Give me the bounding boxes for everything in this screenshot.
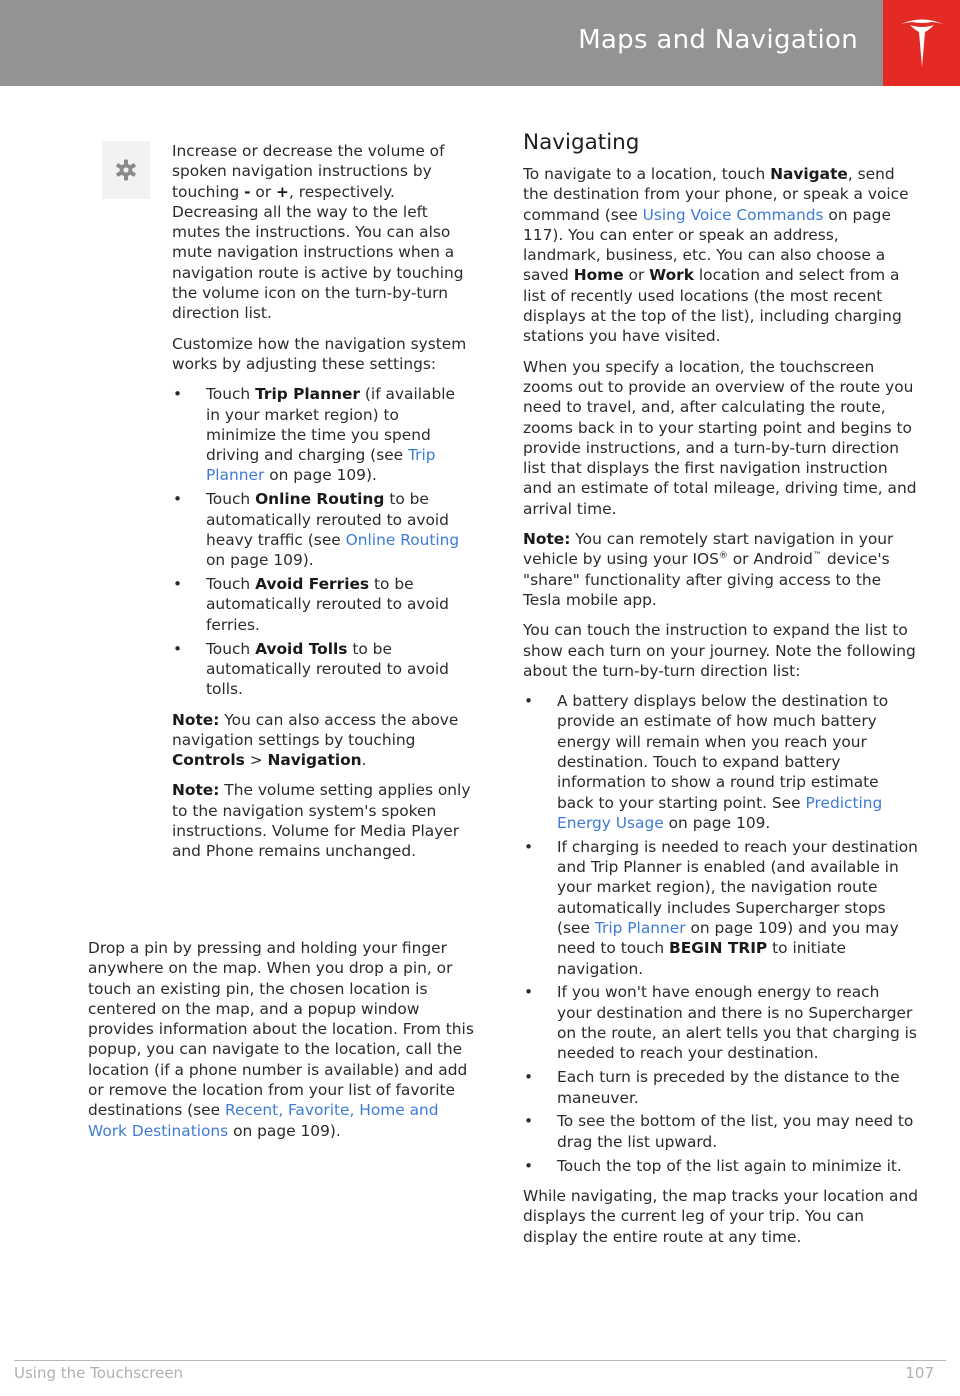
predicting-energy-link[interactable]: Predicting Energy Usage — [557, 793, 883, 832]
gear-icon — [114, 158, 138, 182]
settings-icon-box — [102, 141, 150, 199]
navigation-settings-list — [172, 384, 472, 699]
customize-paragraph: Customize how the navigation system works by adjusting these settings: — [172, 334, 467, 373]
tracking-paragraph: While navigating, the map tracks your location and displays the current leg of your trip. You can display the entire route at any time. — [523, 1186, 919, 1246]
list-item: • Touch Avoid Ferries to be automatically rerouted to avoid ferries. — [172, 574, 472, 635]
list-item: • If you won't have enough energy to reach your destination and there is no Supercharger on the route, an alert tells you that charging is needed to reach your destination. — [523, 982, 918, 1063]
page-title: Maps and Navigation — [578, 25, 858, 55]
brand-logo — [883, 0, 960, 86]
list-item: • Touch Avoid Tolls to be automatically rerouted to avoid tolls. — [172, 639, 472, 700]
footer-divider — [14, 1360, 946, 1361]
tesla-logo-icon — [899, 14, 945, 70]
volume-paragraph: Increase or decrease the volume of spoken navigation instructions by touching - or +, respectively. Decreasing all the way to the left mutes the instructions. You can also mute navigation instructions when a navigation route is active by touching the volume icon on the turn-by-turn direction list. — [172, 142, 464, 323]
note-volume: Note: The volume setting applies only to the navigation system's spoken instructions. Volume for Media Player and Phone remains unchanged. — [172, 781, 471, 861]
drop-pin-paragraph: Drop a pin by pressing and holding your finger anywhere on the map. When you drop a pin, or touch an existing pin, the chosen location is centered on the map, and a popup window provides information about the location. From this popup, you can navigate to the location, call the location (if a phone number is available) and add or remove the location from your list of favorite destinations (see Recent, Favorite, Home and Work Destinations on page 109). — [88, 939, 474, 1140]
online-routing-link[interactable]: Online Routing — [345, 530, 460, 549]
list-item: • Each turn is preceded by the distance to the maneuver. — [523, 1067, 918, 1108]
section-heading: Navigating — [523, 130, 640, 155]
drop-pin-section — [88, 938, 482, 1151]
trip-planner-link[interactable]: Trip Planner — [206, 446, 436, 485]
list-item: • Touch Online Routing to be automatically rerouted to avoid heavy traffic (see Online Routing on page 109). — [172, 489, 472, 570]
note-remote-navigation: Note: You can remotely start navigation in your vehicle by using your IOS® or Android™ device's "share" functionality after giving access to the Tesla mobile app. — [523, 530, 894, 609]
destinations-link[interactable]: Recent, Favorite, Home and Work Destinations — [88, 1101, 439, 1140]
route-overview-paragraph: When you specify a location, the touchscreen zooms out to provide an overview of the route you need to travel, and, after calculating the route, zooms back in to your starting point and begins to provide instructions, and a turn-by-turn direction list that displays the first navigation instruction and an estimate of total mileage, driving time, and arrival time. — [523, 357, 917, 518]
list-item: • If charging is needed to reach your destination and Trip Planner is enabled (and available in your market region), the navigation route automatically includes Supercharger stops (see Trip Planner on page 109) and you may need to touch BEGIN TRIP to initiate navigation. — [523, 837, 918, 979]
page-header — [0, 0, 960, 86]
turn-list-paragraph: You can touch the instruction to expand the list to show each turn on your journey. Note the following about the turn-by-turn direction list: — [523, 621, 916, 680]
note-controls: Note: You can also access the above navigation settings by touching Controls > Navigation. — [172, 710, 459, 770]
list-item: • Touch Trip Planner (if available in your market region) to minimize the time you spend driving and charging (see Trip Planner on page 109). — [172, 384, 472, 485]
navigate-paragraph: To navigate to a location, touch Navigate, send the destination from your phone, or speak a voice command (see Using Voice Commands on page 117). You can enter or speak an address, landmark, business, etc. You can also choose a saved Home or Work location and select from a list of recently used locations (the most recent displays at the top of the list), including charging stations you have visited. — [523, 165, 909, 346]
navigating-section — [523, 128, 918, 1257]
volume-settings-section — [172, 141, 472, 872]
list-item: • A battery displays below the destination to provide an estimate of how much battery energy will remain when you reach your destination. Touch to expand battery information to show a round trip estimate back to your starting point. See Predicting Energy Usage on page 109. — [523, 691, 918, 833]
list-item: • Touch the top of the list again to minimize it. — [523, 1156, 918, 1176]
trip-planner-link[interactable]: Trip Planner — [594, 918, 686, 937]
page-number: 107 — [905, 1364, 934, 1382]
list-item: • To see the bottom of the list, you may need to drag the list upward. — [523, 1111, 918, 1152]
voice-commands-link[interactable]: Using Voice Commands — [642, 205, 824, 224]
turn-list-notes — [523, 691, 918, 1176]
footer-section: Using the Touchscreen — [14, 1364, 184, 1382]
